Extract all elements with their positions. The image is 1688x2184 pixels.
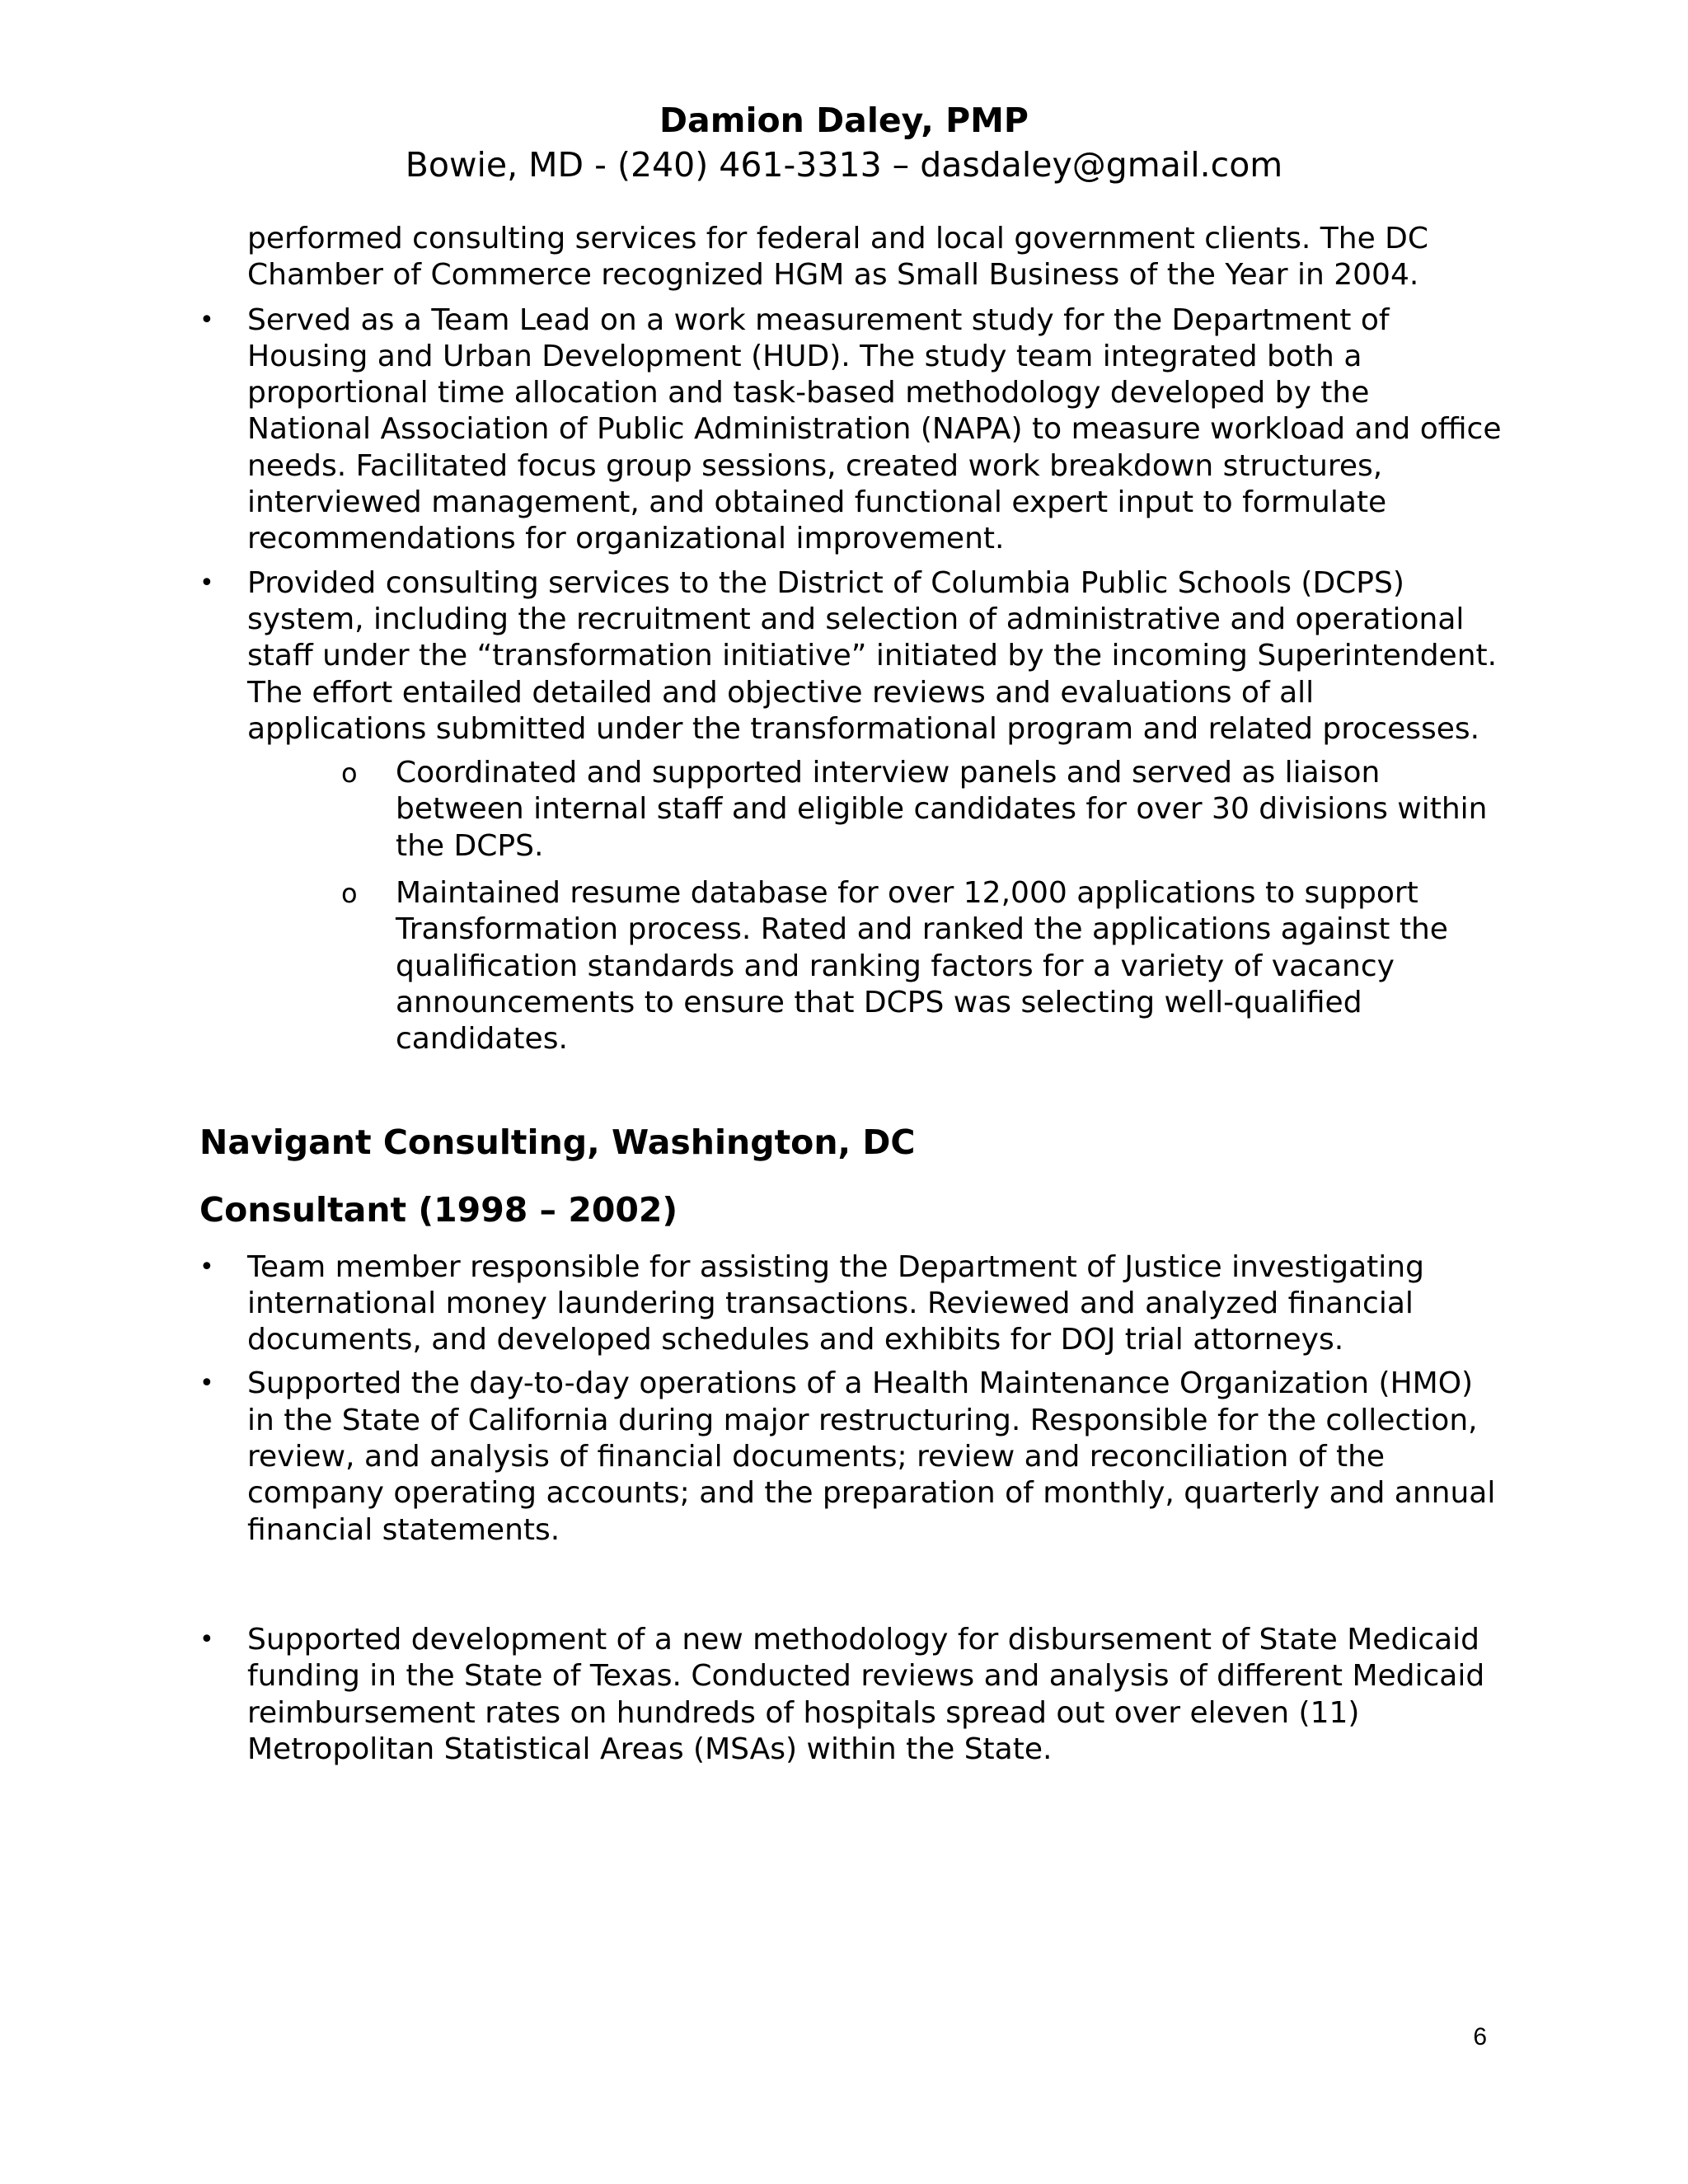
spacer bbox=[199, 1556, 1502, 1622]
bullet-marker: • bbox=[199, 1369, 214, 1399]
sub-bullet-marker: o bbox=[341, 878, 358, 910]
bullet-text: Supported development of a new methodology for disbursement of State Medicaid funding in the State of Texas. Conducted reviews and analysis of different Medicaid reimbursement rates on hundreds of hospitals spread out over eleven (11) Metropolitan Statistical Areas (MSAs) within the State. bbox=[247, 1622, 1485, 1766]
resume-body bbox=[199, 221, 1502, 1775]
bullet-text: Team member responsible for assisting the Department of Justice investigating international money laundering transactions. Reviewed and analyzed financial documents, and developed schedules and exhibits for DOJ trial attorneys. bbox=[247, 1249, 1424, 1357]
page-number: 6 bbox=[1473, 2023, 1487, 2050]
contact-line: Bowie, MD - (240) 461-3313 – dasdaley@gmail.com bbox=[405, 145, 1283, 185]
bullet-item bbox=[199, 1366, 1502, 1548]
role-heading: Consultant (1998 – 2002) bbox=[199, 1189, 678, 1230]
sub-bullet-text: Maintained resume database for over 12,000 applications to support Transformation process. Rated and ranked the applications against the qualification standards and ranking factors for a variety of vacancy announcements to ensure that DCPS was selecting well-qualified candidates. bbox=[396, 876, 1448, 1057]
bullet-marker: • bbox=[199, 1624, 214, 1654]
bullet-item bbox=[199, 1622, 1502, 1768]
bullet-item bbox=[199, 1249, 1502, 1359]
bullet-item bbox=[199, 302, 1502, 558]
bullet-marker: • bbox=[199, 568, 214, 598]
sub-bullet-marker: o bbox=[341, 757, 358, 790]
bullet-marker: • bbox=[199, 1252, 214, 1282]
company-heading: Navigant Consulting, Washington, DC bbox=[199, 1122, 916, 1162]
bullet-text: Served as a Team Lead on a work measurement study for the Department of Housing and Urban Development (HUD). The study team integrated both a proportional time allocation and task-based methodology developed by the National Association of Public Administration (NAPA) to measure workload and office needs. Facilitated focus group sessions, created work breakdown structures, interviewed management, and obtained functional expert input to formulate recommendations for organizational improvement. bbox=[247, 302, 1502, 556]
sub-bullet-text: Coordinated and supported interview panels and served as liaison between internal staff and eligible candidates for over 30 divisions within the DCPS. bbox=[396, 756, 1488, 863]
bullet-item bbox=[199, 565, 1502, 748]
bullet-text: Supported the day-to-day operations of a Health Maintenance Organization (HMO) in the State of California during major restructuring. Responsible for the collection, review, and analysis of financial documents; review and reconciliation of the company operating accounts; and the preparation of monthly, quarterly and annual financial statements. bbox=[247, 1366, 1496, 1547]
sub-bullet-item bbox=[199, 755, 1502, 865]
resume-name: Damion Daley, PMP bbox=[659, 101, 1029, 140]
bullet-marker: • bbox=[199, 305, 214, 335]
intro-continuation: performed consulting services for federal and local government clients. The DC Chamber of Commerce recognized HGM as Small Business of the Year in 2004. bbox=[247, 222, 1429, 293]
sub-bullet-item bbox=[199, 875, 1502, 1057]
bullet-text: Provided consulting services to the District of Columbia Public Schools (DCPS) system, including the recruitment and selection of administrative and operational staff under the “transformation initiative” initiated by the incoming Superintendent. The effort entailed detailed and objective reviews and evaluations of all applications submitted under the transformational program and related processes. bbox=[247, 565, 1498, 746]
